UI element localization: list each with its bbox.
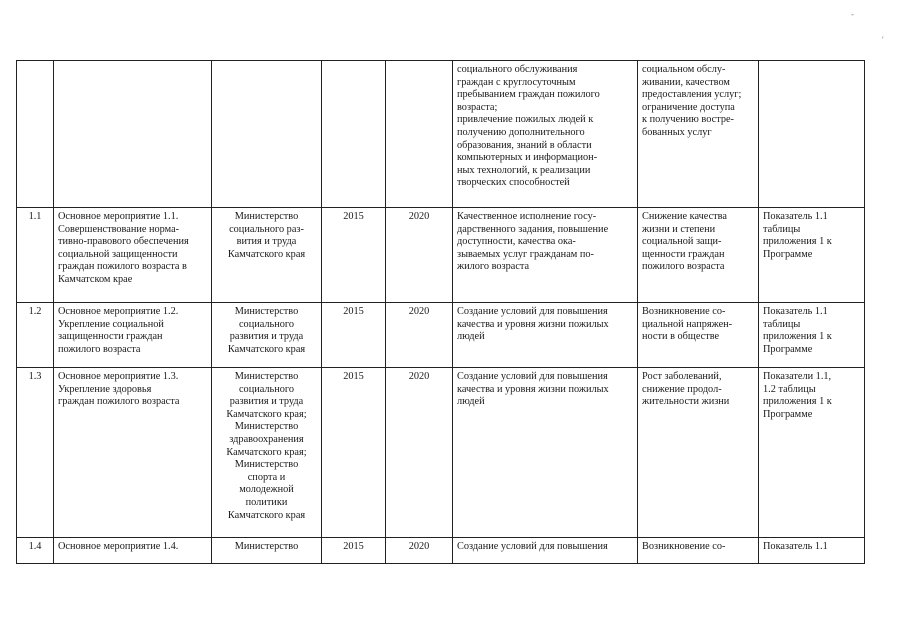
scan-speck: - <box>851 9 854 19</box>
linked-indicators <box>759 61 865 208</box>
responsible-executor: Министерство <box>212 538 322 564</box>
row-number: 1.4 <box>17 538 54 564</box>
end-year: 2020 <box>386 208 453 303</box>
measure-name: Основное мероприятие 1.3. Укрепление здоровья граждан пожилого возраста <box>54 368 212 538</box>
non-implementation-consequences: Возникновение со- циальной напряжен- ности в обществе <box>638 303 759 368</box>
end-year: 2020 <box>386 368 453 538</box>
responsible-executor <box>212 61 322 208</box>
linked-indicators: Показатели 1.1, 1.2 таблицы приложения 1 к Программе <box>759 368 865 538</box>
responsible-executor: Министерство социального развития и труда Камчатского края; Министерство здравоохранения Камчатского края; Министерство спорта и молодежной политики Камчатского края <box>212 368 322 538</box>
linked-indicators: Показатель 1.1 таблицы приложения 1 к Программе <box>759 208 865 303</box>
non-implementation-consequences: Возникновение со- <box>638 538 759 564</box>
measure-name: Основное мероприятие 1.2. Укрепление социальной защищенности граждан пожилого возраста <box>54 303 212 368</box>
measure-name <box>54 61 212 208</box>
expected-result: Создание условий для повышения качества и уровня жизни пожилых людей <box>453 368 638 538</box>
table-row <box>17 368 865 538</box>
start-year: 2015 <box>322 368 386 538</box>
linked-indicators: Показатель 1.1 таблицы приложения 1 к Программе <box>759 303 865 368</box>
row-number: 1.2 <box>17 303 54 368</box>
row-number <box>17 61 54 208</box>
responsible-executor: Министерство социального развития и труда Камчатского края <box>212 303 322 368</box>
table-row <box>17 208 865 303</box>
expected-result: Создание условий для повышения качества и уровня жизни пожилых людей <box>453 303 638 368</box>
table-row <box>17 303 865 368</box>
end-year <box>386 61 453 208</box>
non-implementation-consequences: Рост заболеваний, снижение продол- жительности жизни <box>638 368 759 538</box>
scan-speck: ' <box>882 35 884 45</box>
expected-result: социального обслуживания граждан с круглосуточным пребыванием граждан пожилого возраста; привлечение пожилых людей к получению дополнительного образования, знаний в области компьютерных и информацион- ных технологий, к реализации творческих способностей <box>453 61 638 208</box>
end-year: 2020 <box>386 538 453 564</box>
measure-name: Основное мероприятие 1.1. Совершенствование норма- тивно-правового обеспечения социальной защищенности граждан пожилого возраста в Камчатском крае <box>54 208 212 303</box>
start-year <box>322 61 386 208</box>
row-number: 1.1 <box>17 208 54 303</box>
expected-result: Качественное исполнение госу- дарственного задания, повышение доступности, качества ока- зываемых услуг гражданам по- жилого возраста <box>453 208 638 303</box>
table-row <box>17 61 865 208</box>
linked-indicators: Показатель 1.1 <box>759 538 865 564</box>
table-row <box>17 538 865 564</box>
non-implementation-consequences: социальном обслу- живании, качеством предоставления услуг; ограничение доступа к получению востре- бованных услуг <box>638 61 759 208</box>
measures-table <box>16 60 865 564</box>
non-implementation-consequences: Снижение качества жизни и степени социальной защи- щенности граждан пожилого возраста <box>638 208 759 303</box>
row-number: 1.3 <box>17 368 54 538</box>
start-year: 2015 <box>322 303 386 368</box>
responsible-executor: Министерство социального раз- вития и труда Камчатского края <box>212 208 322 303</box>
measure-name: Основное мероприятие 1.4. <box>54 538 212 564</box>
expected-result: Создание условий для повышения <box>453 538 638 564</box>
start-year: 2015 <box>322 538 386 564</box>
start-year: 2015 <box>322 208 386 303</box>
end-year: 2020 <box>386 303 453 368</box>
